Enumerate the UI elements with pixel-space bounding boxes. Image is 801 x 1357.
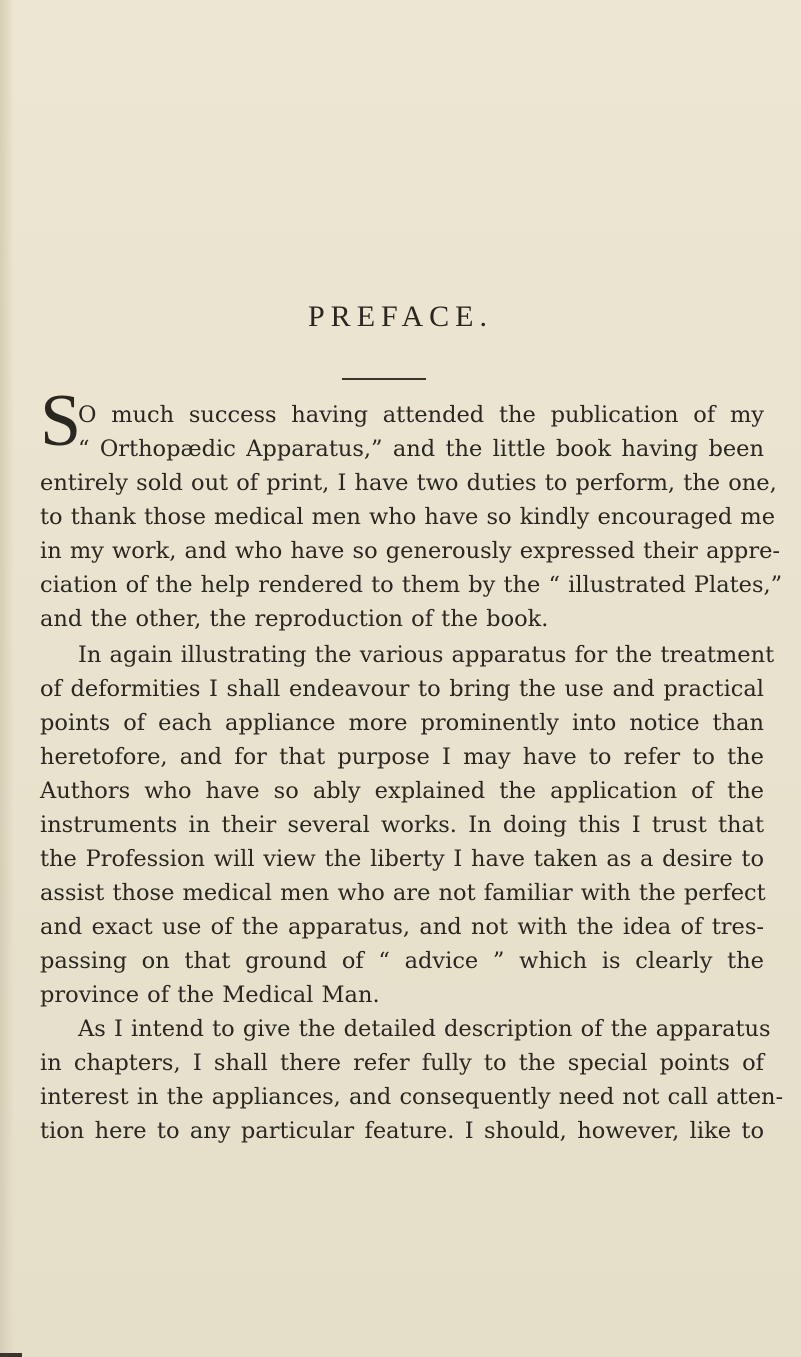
paragraph-3-line: in chapters, I shall there refer fully to the special points of [40, 1050, 764, 1076]
paragraph-2-line: the Profession will view the liberty I have taken as a desire to [40, 846, 764, 872]
paragraph-2-line: assist those medical men who are not familiar with the perfect [40, 880, 766, 906]
drop-cap: S [40, 380, 82, 462]
paragraph-2-line: and exact use of the apparatus, and not with the idea of tres- [40, 914, 764, 940]
paragraph-1-line: and the other, the reproduction of the book. [40, 606, 549, 632]
paragraph-2 [40, 638, 775, 1012]
paragraph-3-line: As I intend to give the detailed description of the apparatus [78, 1016, 771, 1042]
paragraph-2-line: province of the Medical Man. [40, 982, 380, 1008]
paragraph-1-line: to thank those medical men who have so kindly encouraged me [40, 504, 776, 530]
paragraph-2-line: of deformities I shall endeavour to bring the use and practical [40, 676, 764, 702]
paragraph-1-line: O much success having attended the publication of my [78, 402, 764, 428]
paragraph-1-line: “ Orthopædic Apparatus,” and the little book having been [78, 436, 764, 462]
paragraph-1-line: in my work, and who have so generously expressed their appre- [40, 538, 780, 564]
paragraph-3 [40, 1012, 784, 1148]
page-edge-mark [0, 1353, 22, 1357]
paragraph-2-line: instruments in their several works. In doing this I trust that [40, 812, 764, 838]
paragraph-2-line: Authors who have so ably explained the application of the [40, 778, 764, 804]
paragraph-3-line: interest in the appliances, and consequently need not call atten- [40, 1084, 784, 1110]
paragraph-1-line: entirely sold out of print, I have two duties to perform, the one, [40, 470, 777, 496]
title-rule [342, 378, 426, 380]
paragraph-2-line: points of each appliance more prominently into notice than [40, 710, 764, 736]
page-title: PREFACE. [308, 300, 493, 333]
paragraph-1-line: ciation of the help rendered to them by the “ illustrated Plates,” [40, 572, 783, 598]
paragraph-2-line: In again illustrating the various apparatus for the treatment [78, 642, 775, 668]
page-gutter-shadow [0, 0, 14, 1357]
paragraph-2-line: passing on that ground of “ advice ” which is clearly the [40, 948, 764, 974]
paragraph-1 [40, 398, 783, 636]
paragraph-3-line: tion here to any particular feature. I should, however, like to [40, 1118, 764, 1144]
paragraph-2-line: heretofore, and for that purpose I may have to refer to the [40, 744, 764, 770]
